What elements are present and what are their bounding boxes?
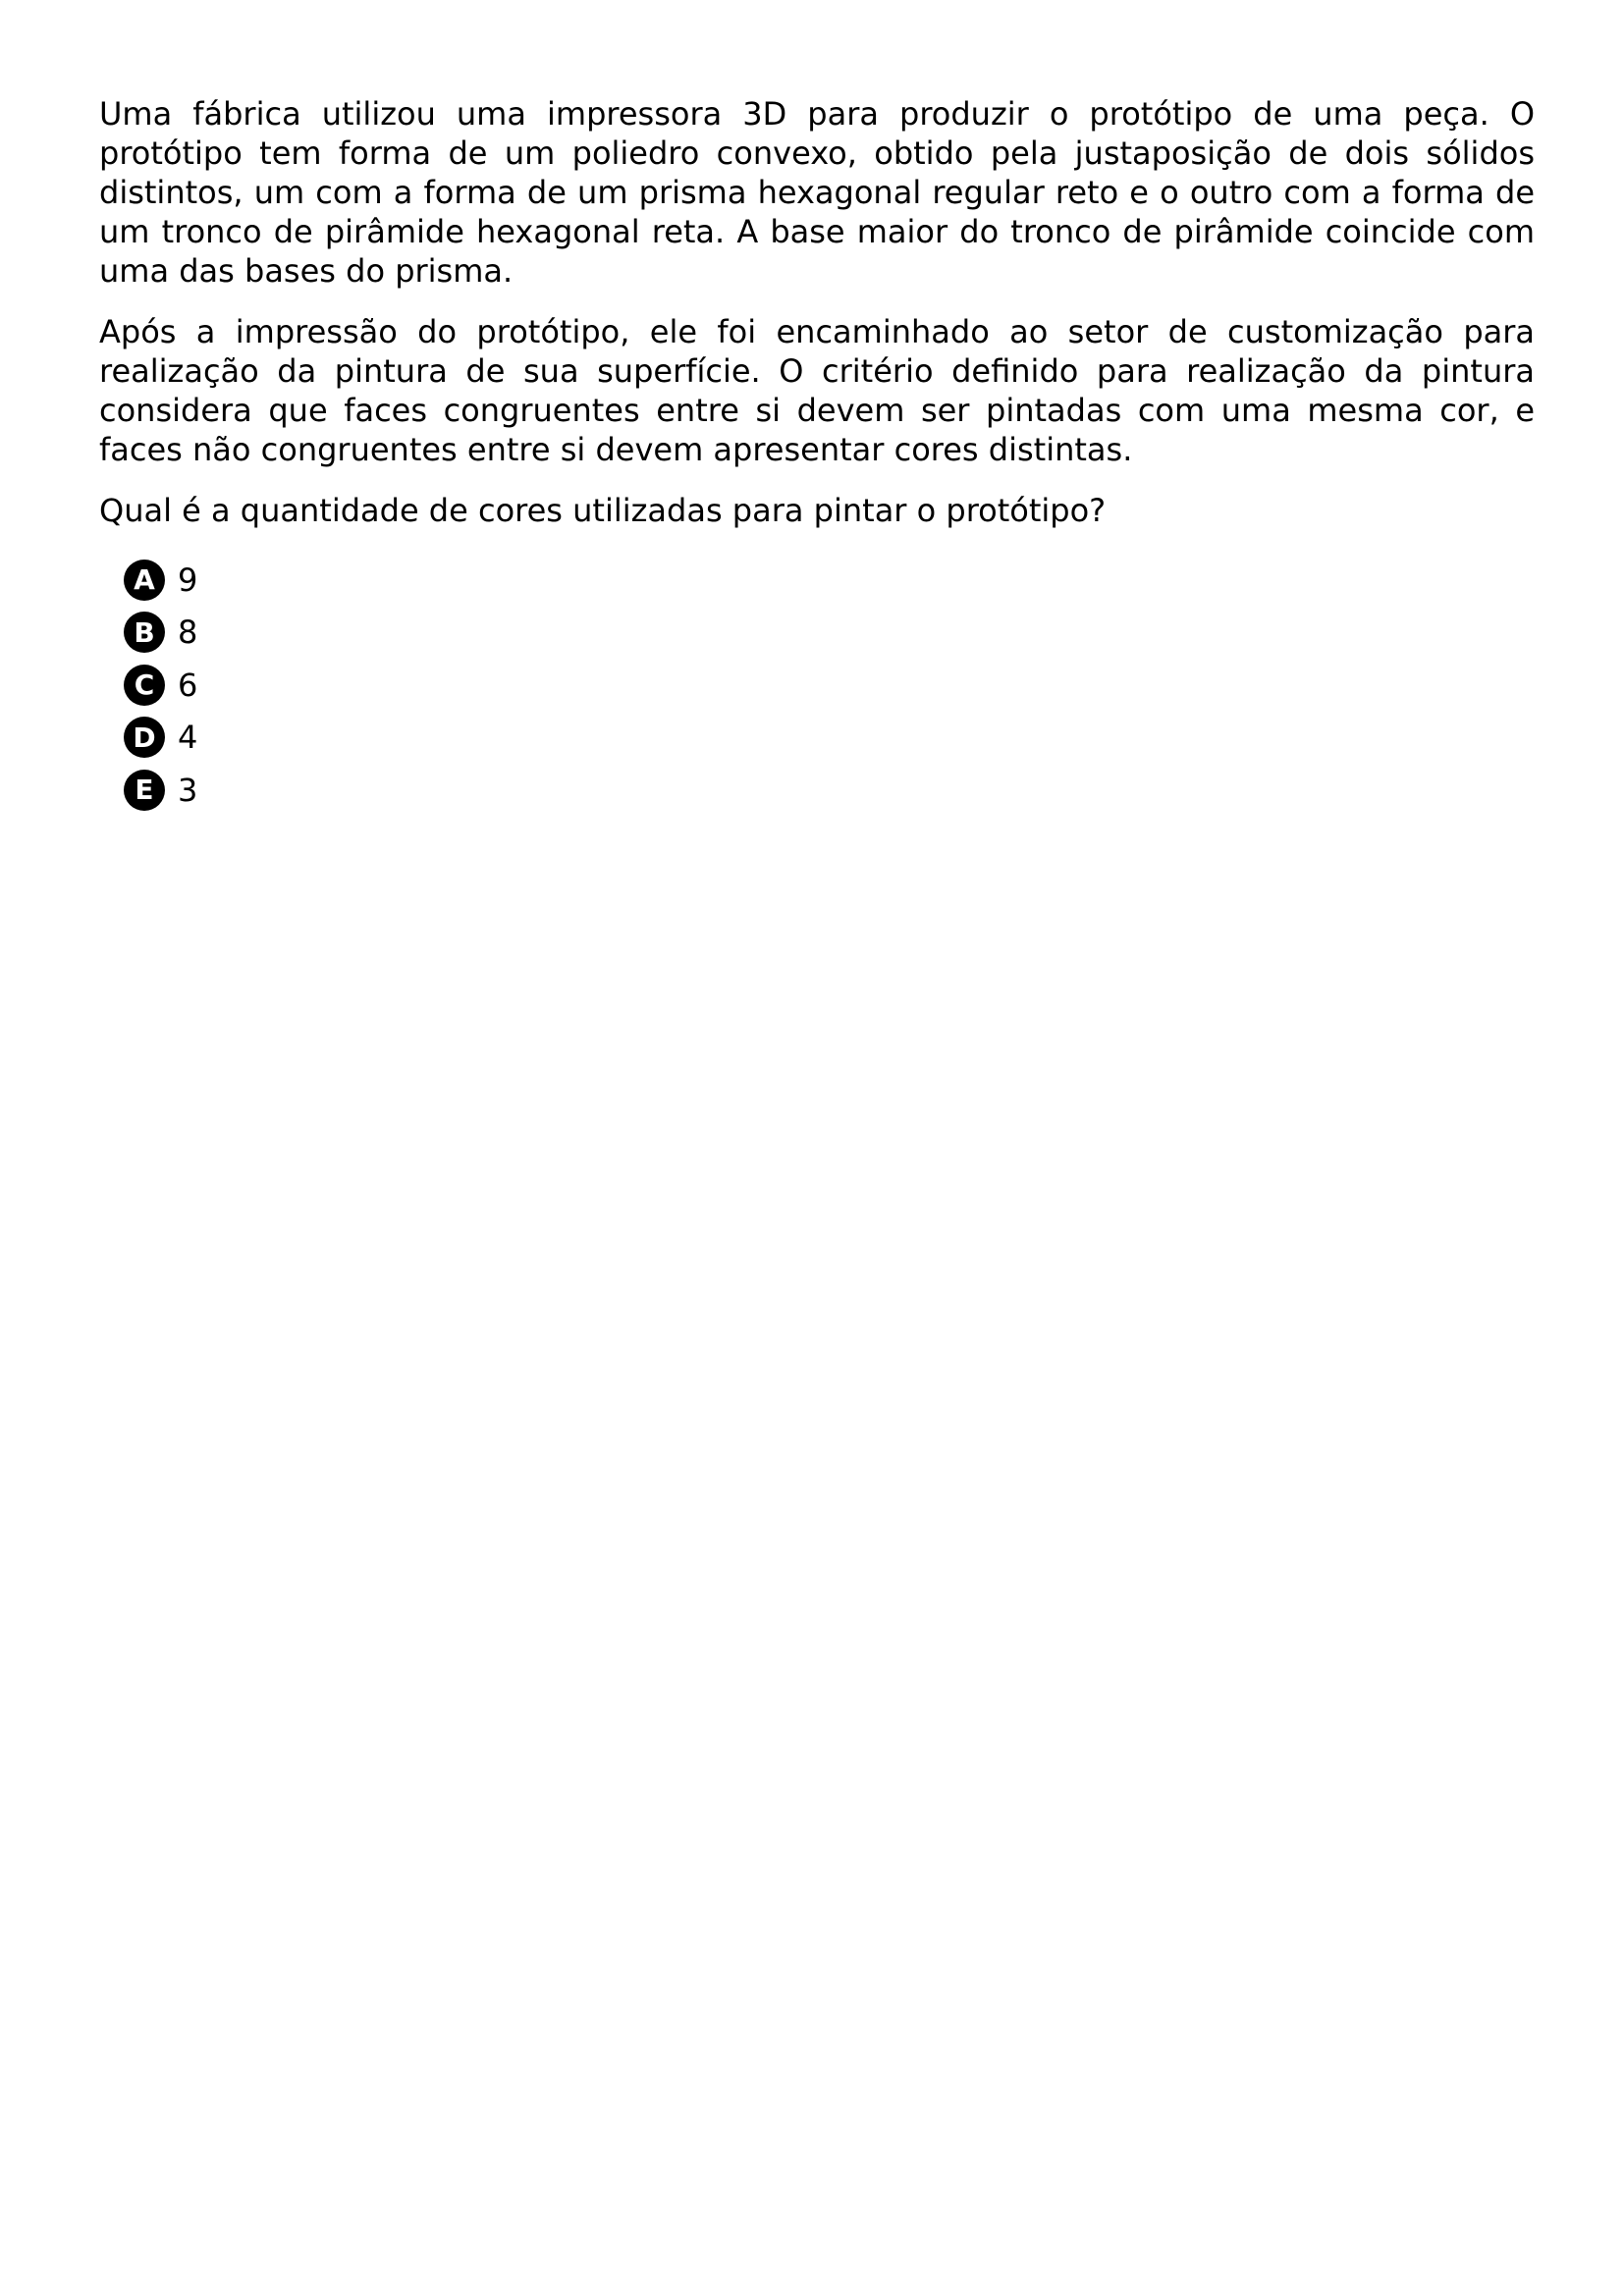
- option-b[interactable]: [124, 607, 1535, 660]
- option-c-letter-badge: C: [124, 665, 165, 706]
- option-a-text: 9: [178, 561, 198, 599]
- option-e[interactable]: [124, 764, 1535, 817]
- option-b-letter-badge: B: [124, 612, 165, 653]
- question-prompt: Qual é a quantidade de cores utilizadas para pintar o protótipo?: [99, 492, 1107, 529]
- statement-paragraph-1: Uma fábrica utilizou uma impressora 3D para produzir o protótipo de uma peça. O protótipo tem forma de um poliedro convexo, obtido pela justaposição de dois sólidos distintos, um com a forma de um prisma hexagonal regular reto e o outro com a forma de um tronco de pirâmide hexagonal reta. A base maior do tronco de pirâmide coincide com uma das bases do prisma.: [99, 95, 1535, 290]
- question-page: [99, 94, 1535, 817]
- option-d-text: 4: [178, 719, 198, 757]
- option-e-letter-badge: E: [124, 770, 165, 811]
- option-d-letter-badge: D: [124, 717, 165, 758]
- option-b-text: 8: [178, 614, 198, 652]
- statement-paragraph-2: Após a impressão do protótipo, ele foi encaminhado ao setor de customização para realização da pintura de sua superfície. O critério definido para realização da pintura considera que faces congruentes entre si devem ser pintadas com uma mesma cor, e faces não congruentes entre si devem apresentar cores distintas.: [99, 313, 1535, 468]
- option-c-text: 6: [178, 666, 198, 704]
- option-d[interactable]: [124, 712, 1535, 765]
- answer-options: [99, 554, 1535, 817]
- option-e-text: 3: [178, 771, 198, 809]
- option-a-letter-badge: A: [124, 560, 165, 601]
- option-c[interactable]: [124, 659, 1535, 712]
- option-a[interactable]: [124, 554, 1535, 607]
